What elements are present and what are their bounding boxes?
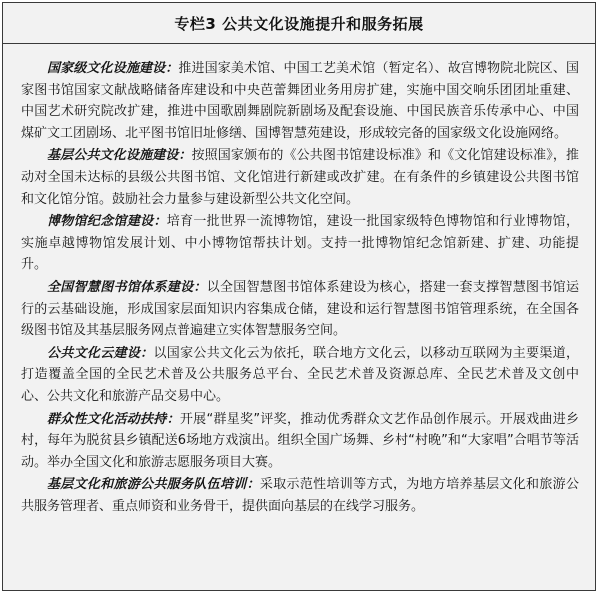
section-label: 基层文化和旅游公共服务队伍培训： xyxy=(47,477,260,493)
section-text: 培育一批世界一流博物馆，建设一批国家级特色博物馆和行业博物馆，实施卓越博物馆发展计划、中小博物馆帮扶计划。支持一批博物馆纪念馆新建、扩建、功能提升。 xyxy=(21,214,579,273)
section-label: 群众性文化活动扶持： xyxy=(47,411,180,427)
column-box xyxy=(2,2,596,591)
section-text: 推进国家美术馆、中国工艺美术馆（暂定名）、故宫博物院北院区、国家图书馆国家文献战略储备库建设和中央芭蕾舞团业务用房扩建，实施中国交响乐团团址重建、中国艺术研究院改扩建，推进中国歌剧舞剧院新剧场及配套设施、中国民族音乐传承中心、中国煤矿文工团剧场、北平图书馆旧址修缮、国博智慧苑建设，形成较完备的国家级文化设施网络。 xyxy=(21,61,579,141)
section-grassroots-facilities xyxy=(21,145,579,210)
column-title: 专栏3 公共文化设施提升和服务拓展 xyxy=(3,3,595,44)
column-content xyxy=(3,44,595,517)
section-text: 采取示范性培训等方式，为地方培养基层文化和旅游公共服务管理者、重点师资和业务骨干，提供面向基层的在线学习服务。 xyxy=(21,477,579,514)
section-label: 博物馆纪念馆建设： xyxy=(47,214,167,230)
section-national-facilities xyxy=(21,58,579,144)
section-label: 国家级文化设施建设： xyxy=(47,61,179,76)
section-smart-library xyxy=(21,277,579,342)
section-text: 以全国智慧图书馆体系建设为核心，搭建一套支撑智慧图书馆运行的云基础设施，形成国家层面知识内容集成仓储，建设和运行智慧图书馆管理系统，在全国各级图书馆及其基层服务网点普遍建立实体智慧服务空间。 xyxy=(21,279,579,339)
section-label: 全国智慧图书馆体系建设： xyxy=(47,279,207,295)
section-label: 公共文化云建设： xyxy=(47,345,154,361)
section-museums xyxy=(21,211,579,276)
section-text: 按照国家颁布的《公共图书馆建设标准》和《文化馆建设标准》，推动对全国未达标的县级公共图书馆、文化馆进行新建或改扩建。在有条件的乡镇建设公共图书馆和文化馆分馆。鼓励社会力量参与建设新型公共文化空间。 xyxy=(21,148,579,207)
section-training xyxy=(21,474,579,517)
section-culture-cloud xyxy=(21,343,579,408)
section-text: 以国家公共文化云为依托，联合地方文化云，以移动互联网为主要渠道，打造覆盖全国的全民艺术普及公共服务总平台、全民艺术普及资源总库、全民艺术普及文创中心、公共文化和旅游产品交易中心。 xyxy=(21,345,579,404)
section-mass-activities xyxy=(21,409,579,474)
section-label: 基层公共文化设施建设： xyxy=(47,148,192,164)
section-text: 开展“群星奖”评奖，推动优秀群众文艺作品创作展示。开展戏曲进乡村，每年为脱贫县乡镇配送6场地方戏演出。组织全国广场舞、乡村“村晚”和“大家唱”合唱节等活动。举办全国文化和旅游志愿服务项目大赛。 xyxy=(21,411,579,470)
